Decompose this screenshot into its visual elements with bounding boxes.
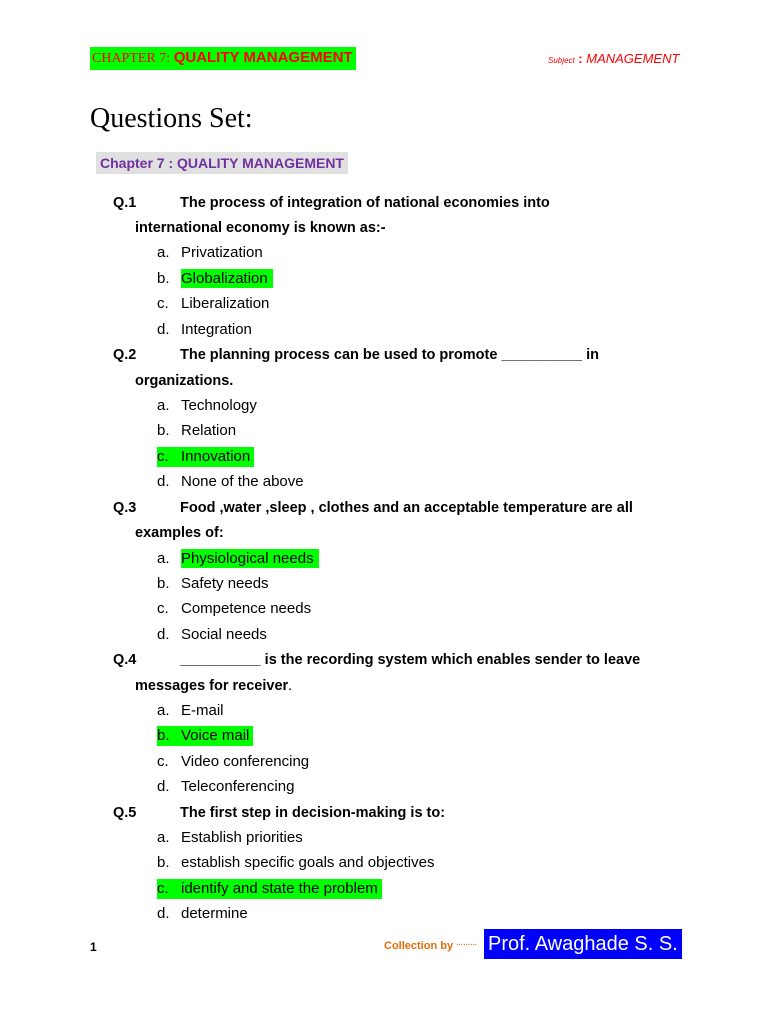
option-letter: c.	[157, 600, 169, 617]
question-text: Food ,water ,sleep , clothes and an acceptable temperature are all	[180, 500, 633, 516]
question-number: Q.3	[113, 500, 137, 516]
option-3a	[157, 549, 319, 569]
question-text: __________ is the recording system which enables sender to leave	[180, 652, 641, 668]
question-text-line2: organizations.	[135, 373, 234, 389]
option-4b	[157, 726, 253, 746]
question-1	[113, 193, 550, 213]
option-5a	[157, 828, 303, 848]
option-text-highlighted: identify and state the problem	[181, 880, 378, 897]
option-5b	[157, 853, 434, 873]
question-number: Q.1	[113, 195, 137, 211]
author-name: Prof. Awaghade S. S.	[484, 929, 682, 959]
option-letter: a.	[157, 397, 170, 414]
page-title: Questions Set:	[90, 103, 253, 134]
option-letter: b.	[157, 854, 170, 871]
question-text-cont	[135, 523, 224, 543]
option-letter: a.	[157, 550, 170, 567]
option-text-highlighted: Voice mail	[181, 727, 250, 744]
option-5c	[157, 879, 382, 899]
option-text: Social needs	[181, 626, 267, 643]
option-letter: d.	[157, 778, 170, 795]
collection-dots: ………	[456, 940, 478, 947]
question-text: The planning process can be used to promote __________ in	[180, 347, 600, 363]
option-letter: d.	[157, 626, 170, 643]
option-text: None of the above	[181, 473, 304, 490]
option-3c	[157, 599, 311, 619]
page-number: 1	[90, 940, 97, 954]
question-text-line2: international economy is known as:-	[135, 220, 386, 236]
option-text: Liberalization	[181, 295, 270, 312]
question-4	[113, 650, 640, 670]
question-number: Q.4	[113, 652, 137, 668]
option-text: Privatization	[181, 244, 263, 261]
option-text: determine	[181, 905, 248, 922]
question-text-cont	[135, 371, 233, 391]
option-1c	[157, 294, 269, 314]
question-text-cont	[135, 218, 386, 238]
option-text: establish specific goals and objectives	[181, 854, 435, 871]
question-text-cont	[135, 676, 292, 696]
option-letter: d.	[157, 321, 170, 338]
subject-header	[548, 50, 679, 68]
option-letter: b.	[157, 575, 170, 592]
option-text-highlighted: Innovation	[181, 448, 251, 465]
option-text: Establish priorities	[181, 829, 303, 846]
option-text: E-mail	[181, 702, 224, 719]
question-text-tail: .	[288, 678, 293, 694]
option-1a	[157, 243, 263, 263]
option-text: Video conferencing	[181, 753, 310, 770]
chapter-box: Chapter 7 : QUALITY MANAGEMENT	[96, 152, 348, 174]
chapter-header	[90, 47, 356, 70]
option-2b	[157, 421, 236, 441]
option-letter: c.	[157, 448, 169, 465]
option-4c	[157, 752, 309, 772]
option-letter: c.	[157, 295, 169, 312]
option-letter: c.	[157, 753, 169, 770]
option-letter: b.	[157, 422, 170, 439]
option-text: Teleconferencing	[181, 778, 295, 795]
option-1d	[157, 320, 252, 340]
option-letter: d.	[157, 473, 170, 490]
question-3	[113, 498, 633, 518]
option-text: Technology	[181, 397, 257, 414]
option-letter: b.	[157, 270, 170, 287]
option-5d	[157, 904, 248, 924]
option-text: Relation	[181, 422, 237, 439]
option-3d	[157, 625, 267, 645]
option-4d	[157, 777, 294, 797]
question-5	[113, 803, 445, 823]
question-text: The first step in decision-making is to:	[180, 805, 446, 821]
question-number: Q.2	[113, 347, 137, 363]
question-text-line2: messages for receiver	[135, 678, 289, 694]
question-text: The process of integration of national economies into	[180, 195, 550, 211]
option-text: Safety needs	[181, 575, 269, 592]
collection-label: Collection by	[384, 940, 457, 952]
question-number: Q.5	[113, 805, 137, 821]
option-letter: d.	[157, 905, 170, 922]
option-letter: a.	[157, 244, 170, 261]
option-4a	[157, 701, 224, 721]
option-2c	[157, 447, 254, 467]
option-text: Integration	[181, 321, 252, 338]
subject-label: Subject	[548, 56, 575, 65]
option-2d	[157, 472, 304, 492]
option-text-highlighted: Globalization	[181, 269, 273, 288]
chapter-title: QUALITY MANAGEMENT	[173, 49, 353, 66]
option-letter: b.	[157, 727, 170, 744]
option-letter: a.	[157, 829, 170, 846]
subject-colon: :	[574, 51, 587, 66]
subject-value: MANAGEMENT	[586, 51, 680, 66]
question-2	[113, 345, 599, 365]
option-1b	[157, 269, 273, 289]
option-letter: a.	[157, 702, 170, 719]
option-text-highlighted: Physiological needs	[181, 549, 319, 568]
chapter-prefix: CHAPTER 7:	[92, 51, 174, 66]
question-text-line2: examples of:	[135, 525, 224, 541]
option-2a	[157, 396, 257, 416]
option-text: Competence needs	[181, 600, 312, 617]
collection-credit	[384, 940, 477, 952]
option-letter: c.	[157, 880, 169, 897]
option-3b	[157, 574, 269, 594]
